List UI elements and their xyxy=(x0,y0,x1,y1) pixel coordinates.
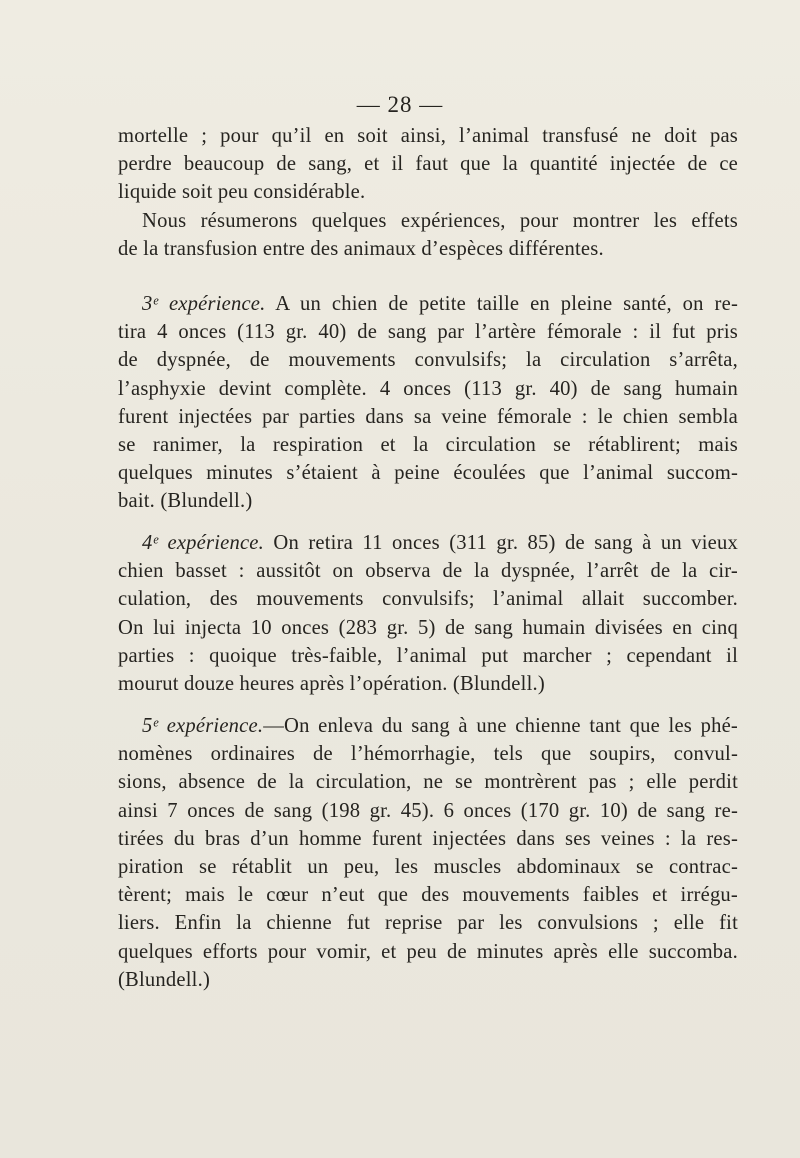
text-line: mourut douze heures après l’opération. (Blundell.) xyxy=(118,673,545,696)
text-line: nomènes ordinaires de l’hémorrhagie, tels que soupirs, convul- xyxy=(118,743,738,766)
paragraph-experience-5 xyxy=(118,712,738,994)
text-line xyxy=(118,529,738,557)
text-line: parties : quoique très-faible, l’animal put marcher ; cependant il xyxy=(118,644,738,667)
text-line: On lui injecta 10 onces (283 gr. 5) de sang humain divisées en cinq xyxy=(118,616,738,639)
text-line: se ranimer, la respiration et la circulation se rétablirent; mais xyxy=(118,434,738,457)
text-line: chien basset : aussitôt on observa de la dyspnée, l’arrêt de la cir- xyxy=(118,560,738,583)
text-line-body: On retira 11 onces (311 gr. 85) de sang à un vieux xyxy=(273,532,738,554)
text-line: sions, absence de la circulation, ne se montrèrent pas ; elle perdit xyxy=(118,771,738,794)
text-line: l’asphyxie devint complète. 4 onces (113 gr. 40) de sang humain xyxy=(118,377,738,400)
text-line: liquide soit peu considérable. xyxy=(118,181,366,204)
experience-label: 3ᵉ expérience. xyxy=(142,293,266,315)
paragraph-experience-4 xyxy=(118,529,738,698)
text-line: liers. Enfin la chienne fut reprise par les convulsions ; elle fit xyxy=(118,912,738,935)
text-line: ainsi 7 onces de sang (198 gr. 45). 6 onces (170 gr. 10) de sang re- xyxy=(118,799,738,822)
text-line: bait. (Blundell.) xyxy=(118,490,253,513)
text-line: de dyspnée, de mouvements convulsifs; la circulation s’arrêta, xyxy=(118,349,738,372)
experience-label: 5ᵉ expérience. xyxy=(142,715,264,737)
text-line: Nous résumerons quelques expériences, pour montrer les effets xyxy=(142,210,738,232)
text-line: piration se rétablit un peu, les muscles abdominaux se contrac- xyxy=(118,856,738,879)
text-line: quelques efforts pour vomir, et peu de minutes après elle succomba. xyxy=(118,940,738,963)
text-line: furent injectées par parties dans sa veine fémorale : le chien sembla xyxy=(118,405,738,428)
text-line: tèrent; mais le cœur n’eut que des mouvements faibles et irrégu- xyxy=(118,884,738,907)
text-line: tirées du bras d’un homme furent injectées dans ses veines : la res- xyxy=(118,827,738,850)
text-line: quelques minutes s’étaient à peine écoulées que l’animal succom- xyxy=(118,462,738,485)
paragraph-continuation xyxy=(118,122,738,207)
text-line: mortelle ; pour qu’il en soit ainsi, l’animal transfusé ne doit pas xyxy=(118,125,738,147)
paragraph-intro xyxy=(118,207,738,263)
text-line: (Blundell.) xyxy=(118,968,210,991)
text-line-body: A un chien de petite taille en pleine santé, on re- xyxy=(275,293,738,315)
text-line-body: —On enleva du sang à une chienne tant que les phé- xyxy=(263,715,738,737)
text-line: perdre beaucoup de sang, et il faut que la quantité injectée de ce xyxy=(118,153,738,176)
text-line: tira 4 onces (113 gr. 40) de sang par l’artère fémorale : il fut pris xyxy=(118,321,738,344)
text-line xyxy=(118,290,738,318)
text-line xyxy=(118,712,738,740)
paragraph-experience-3 xyxy=(118,290,738,516)
text-line: de la transfusion entre des animaux d’espèces différentes. xyxy=(118,238,604,261)
text-line: culation, des mouvements convulsifs; l’animal allait succomber. xyxy=(118,588,738,611)
page-number: — 28 — xyxy=(356,92,444,117)
experience-label: 4ᵉ expérience. xyxy=(142,532,264,554)
